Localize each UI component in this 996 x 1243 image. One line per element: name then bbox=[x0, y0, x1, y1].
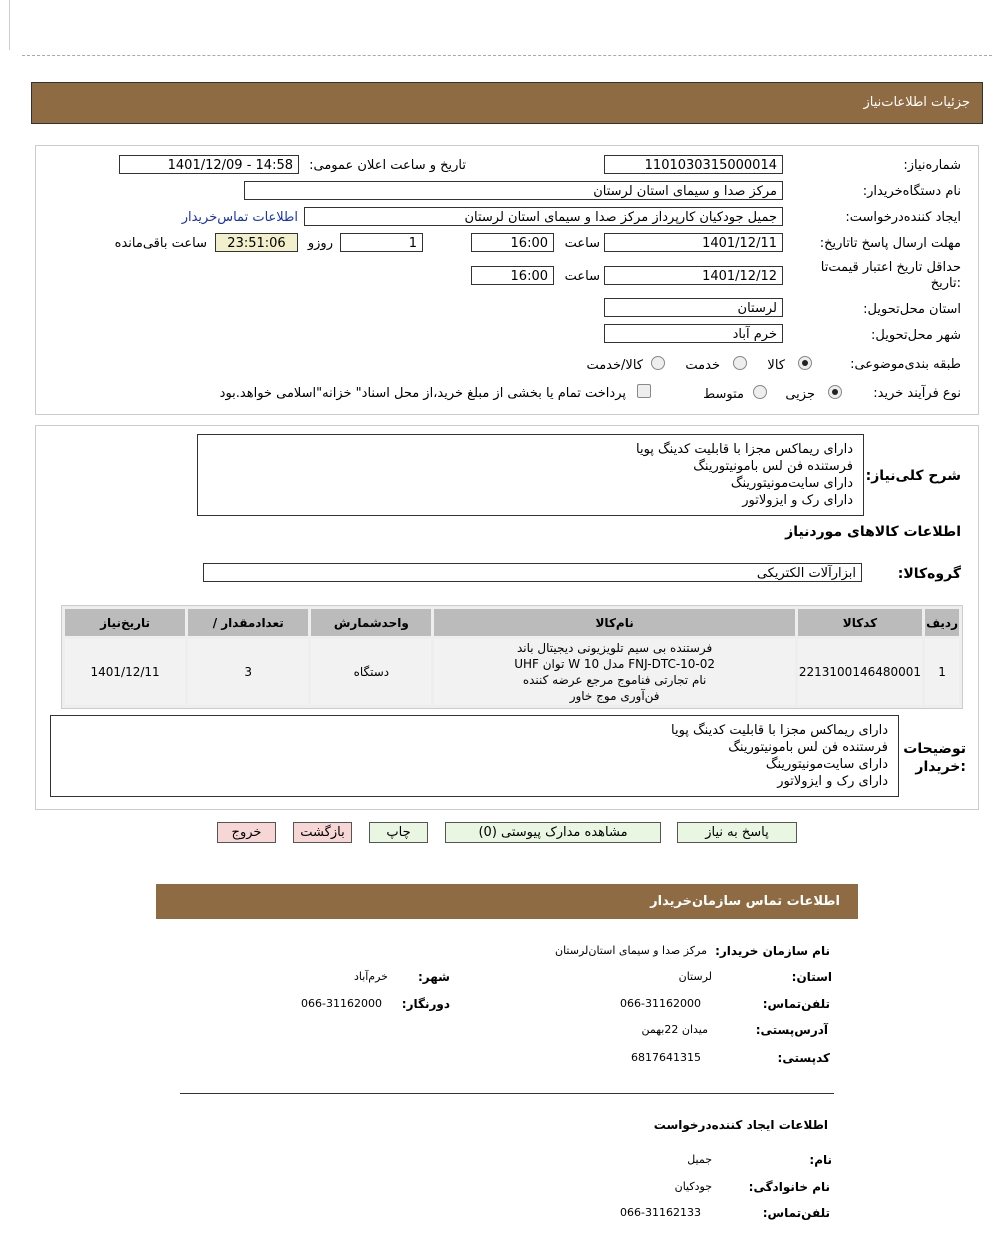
contact-fax-label: دورنگار: bbox=[401, 997, 450, 1011]
remaining-label: ساعت باقی‌مانده bbox=[114, 236, 207, 251]
cell-date: 1401/12/11 bbox=[65, 639, 185, 705]
buyer-org-field: مرکز صدا و سیمای استان لرستان bbox=[244, 181, 783, 200]
contact-fax-value: 066-31162000 bbox=[301, 997, 382, 1010]
th-qty: تعداد‌مقدار / bbox=[188, 609, 308, 636]
deadline-label: مهلت ارسال پاسخ تا‌تاریخ: bbox=[819, 236, 961, 251]
process-radio-minor[interactable] bbox=[828, 385, 842, 399]
cell-name bbox=[434, 639, 794, 705]
th-date: تاریخ‌نیاز bbox=[65, 609, 185, 636]
treasury-payment-checkbox[interactable] bbox=[637, 384, 651, 398]
left-border bbox=[9, 0, 10, 50]
contact-city-label: شهر: bbox=[418, 970, 450, 984]
creator-phone-label: تلفن‌تماس: bbox=[762, 1206, 830, 1220]
attachments-button[interactable]: مشاهده مدارک پیوستی (0) bbox=[445, 822, 661, 843]
validity-date-field: 1401/12/12 bbox=[604, 266, 783, 285]
city-label: شهر محل‌تحویل: bbox=[871, 328, 961, 343]
notes-line: فرستنده فن لس بامونیتورینگ bbox=[728, 740, 888, 755]
cell-name-line: فرستنده بی سیم تلویزیونی دیجیتال باند bbox=[516, 641, 713, 655]
days-field: 1 bbox=[340, 233, 423, 252]
creator-phone-value: 066-31162133 bbox=[620, 1206, 701, 1219]
contact-phone-label: تلفن‌تماس: bbox=[762, 997, 830, 1011]
th-unit: واحدشمارش bbox=[311, 609, 431, 636]
table-header-row bbox=[65, 609, 959, 636]
cell-name-line: UHF توان W 10 مدل FNJ-DTC-10-02 bbox=[514, 657, 716, 671]
notes-line: دارای ریماکس مجزا با قابلیت کدینگ پویا bbox=[670, 723, 888, 738]
reply-button[interactable]: پاسخ به نیاز bbox=[677, 822, 797, 843]
contact-org-value: مرکز صدا و سیمای استان‌لرستان bbox=[554, 944, 707, 957]
process-medium-label: متوسط bbox=[703, 387, 744, 402]
contact-province-label: استان: bbox=[791, 970, 832, 984]
summary-line: دارای ریماکس مجزا با قابلیت کدینگ پویا bbox=[635, 442, 853, 457]
header-title: جزئیات اطلاعات‌نیاز bbox=[863, 95, 970, 110]
summary-line: فرستنده فن لس بامونیتورینگ bbox=[693, 459, 853, 474]
contact-address-value: میدان 22بهمن bbox=[641, 1023, 708, 1036]
announce-field: 1401/12/09 - 14:58 bbox=[119, 155, 299, 174]
notes-line: دارای سایت‌مونیتورینگ bbox=[765, 757, 888, 772]
need-number-field: 1101030315000014 bbox=[604, 155, 783, 174]
creator-family-value: جودکیان bbox=[674, 1180, 712, 1193]
notes-line: دارای رک و ایزولاتور bbox=[777, 774, 888, 789]
print-button[interactable]: چاپ bbox=[369, 822, 428, 843]
table-row bbox=[65, 639, 959, 705]
th-code: کدکالا bbox=[798, 609, 922, 636]
exit-button[interactable]: خروج bbox=[217, 822, 276, 843]
goods-group-label: گروه‌کالا: bbox=[897, 566, 961, 582]
creator-name-label: نام: bbox=[809, 1153, 832, 1167]
creator-family-label: نام خانوادگی: bbox=[748, 1180, 830, 1194]
goods-info-title: اطلاعات کالاهای موردنیاز bbox=[785, 524, 961, 540]
deadline-time-field: 16:00 bbox=[471, 233, 554, 252]
category-goods-service-label: کالا/خدمت bbox=[586, 358, 643, 373]
goods-group-field: ابزارآلات الکتریکی bbox=[203, 563, 862, 582]
buyer-contact-link[interactable]: اطلاعات تماس‌خریدار bbox=[181, 210, 298, 225]
days-label: روزو bbox=[307, 236, 333, 251]
contact-org-label: نام سازمان‌ خریدار: bbox=[715, 944, 830, 958]
cell-name-line: نام تجارتی فناموج مرجع عرضه کننده bbox=[522, 673, 707, 687]
process-label: نوع فرآیند خرید: bbox=[873, 386, 961, 401]
cell-row: 1 bbox=[925, 639, 959, 705]
validity-label: حداقل تاریخ اعتبار قیمت‌تا :تاریخ bbox=[820, 260, 961, 291]
category-goods-label: کالا bbox=[767, 358, 785, 373]
process-radio-medium[interactable] bbox=[753, 385, 767, 399]
deadline-date-field: 1401/12/11 bbox=[604, 233, 783, 252]
contact-postal-value: 6817641315 bbox=[631, 1051, 701, 1064]
contact-postal-label: کد‌پستی: bbox=[777, 1051, 830, 1065]
items-table bbox=[61, 605, 963, 709]
creator-name-value: جمیل bbox=[687, 1153, 712, 1166]
buyer-notes-textbox bbox=[50, 715, 899, 797]
deadline-time-label: ساعت bbox=[564, 236, 600, 251]
remaining-time-field: 23:51:06 bbox=[215, 233, 298, 252]
cell-unit: دستگاه bbox=[311, 639, 431, 705]
cell-name-line: فن‌آوری موج خاور bbox=[569, 689, 660, 703]
category-radio-service[interactable] bbox=[733, 356, 747, 370]
announce-label: تاریخ و ساعت اعلان عمومی: bbox=[309, 158, 466, 173]
contact-divider bbox=[180, 1093, 834, 1094]
need-number-label: شماره‌نیاز: bbox=[903, 158, 961, 173]
summary-textbox bbox=[197, 434, 864, 516]
details-header-bar bbox=[31, 82, 983, 124]
contact-phone-value: 066-31162000 bbox=[620, 997, 701, 1010]
category-service-label: خدمت bbox=[685, 358, 720, 373]
th-row: ردیف bbox=[925, 609, 959, 636]
province-field: لرستان bbox=[604, 298, 783, 317]
contact-title: اطلاعات تماس سازمان‌خریدار bbox=[650, 894, 840, 909]
creator-section-title: اطلاعات ایجاد کننده‌درخواست bbox=[653, 1118, 828, 1132]
category-label: طبقه بندی‌موضوعی: bbox=[850, 357, 961, 372]
buyer-org-label: نام دستگاه‌خریدار: bbox=[862, 184, 961, 199]
process-minor-label: جزیی bbox=[785, 387, 815, 402]
contact-header-bar bbox=[156, 884, 858, 919]
creator-field: جمیل جودکیان کارپرداز مرکز صدا و سیمای استان لرستان bbox=[304, 207, 783, 226]
treasury-payment-note: پرداخت تمام یا بخشی از مبلغ خرید،از محل اسناد" خزانه"اسلامی خواهد.بود bbox=[219, 386, 626, 401]
top-separator bbox=[22, 55, 992, 56]
category-radio-goods-service[interactable] bbox=[651, 356, 665, 370]
contact-province-value: لرستان bbox=[678, 970, 712, 983]
summary-line: دارای سایت‌مونیتورینگ bbox=[730, 476, 853, 491]
summary-label: شرح کلی‌نیاز: bbox=[865, 468, 961, 484]
city-field: خرم آباد bbox=[604, 324, 783, 343]
th-name: نام‌کالا bbox=[434, 609, 794, 636]
category-radio-goods[interactable] bbox=[798, 356, 812, 370]
creator-label: ایجاد کننده‌درخواست: bbox=[845, 210, 961, 225]
buyer-notes-label: توضیحات :خریدار bbox=[903, 741, 966, 775]
cell-code: 2213100146480001 bbox=[798, 639, 922, 705]
back-button[interactable]: بازگشت bbox=[293, 822, 352, 843]
validity-time-field: 16:00 bbox=[471, 266, 554, 285]
contact-city-value: خرم‌آباد bbox=[353, 970, 388, 983]
summary-line: دارای رک و ایزولاتور bbox=[742, 493, 853, 508]
province-label: استان محل‌تحویل: bbox=[863, 302, 961, 317]
contact-address-label: آدرس‌پستی: bbox=[755, 1023, 828, 1037]
cell-qty: 3 bbox=[188, 639, 308, 705]
validity-time-label: ساعت bbox=[564, 269, 600, 284]
